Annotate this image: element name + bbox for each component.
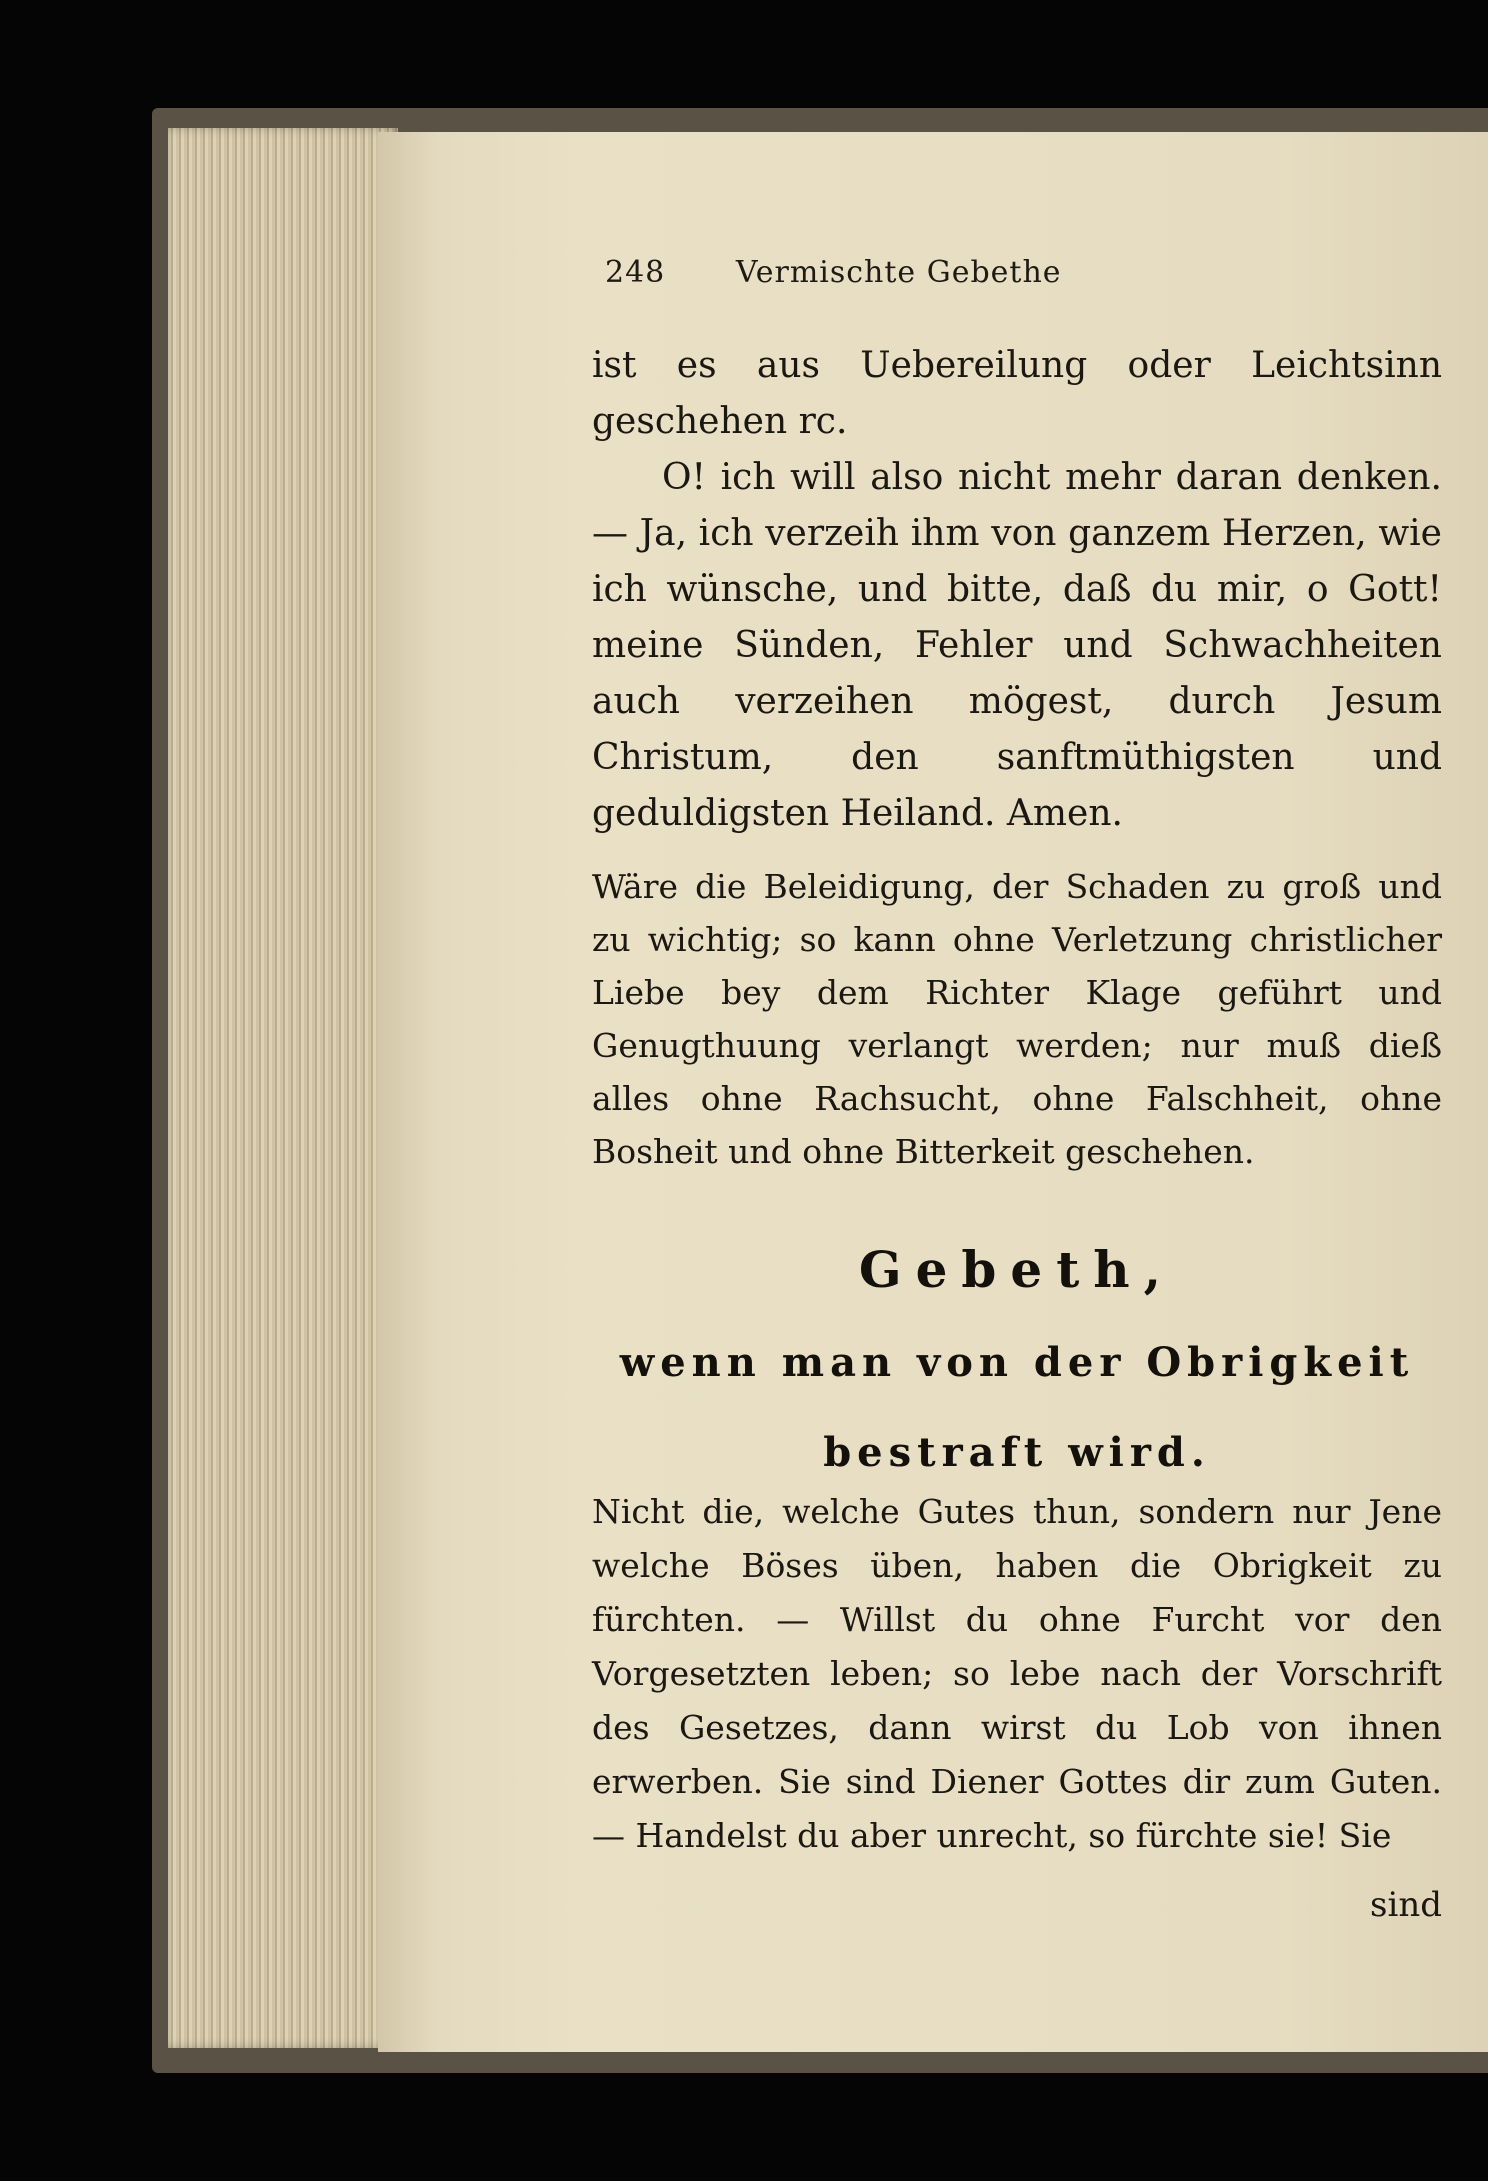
- paragraph-4: Nicht die, welche Gutes thun, sondern nur Jene welche Böses üben, haben die Obrigkeit zu fürchten. — Willst du ohne Furcht vor den Vorgesetzten leben; so lebe nach der Vorschrift des Gesetzes, dann wirst du Lob von ihnen erwerben. Sie sind Diener Gottes dir zum Guten. — Handelst du aber unrecht, so fürchte sie! Sie: [592, 1492, 1442, 1855]
- text-block-2: [592, 860, 1442, 1178]
- paragraph-1: ist es aus Uebereilung oder Leichtsinn geschehen rc.: [592, 345, 1442, 442]
- paragraph-2: O! ich will also nicht mehr daran denken. — Ja, ich verzeih ihm von ganzem Herzen, wie ich wünsche, und bitte, daß du mir, o Gott! meine Sünden, Fehler und Schwachheiten auch verzeihen mögest, durch Jesum Christum, den sanftmüthigsten und geduldigsten Heiland. Amen.: [592, 457, 1442, 834]
- text-block-3: [592, 1485, 1442, 1863]
- running-header: [605, 255, 1062, 290]
- catchword: sind: [1370, 1885, 1442, 1925]
- running-title: Vermischte Gebethe: [735, 255, 1062, 290]
- text-block-1: [592, 338, 1442, 842]
- prayer-title: Gebeth,: [858, 1240, 1176, 1299]
- prayer-subtitle: wenn man von der Obrigkeit bestraft wird.: [619, 1339, 1415, 1476]
- page-number: 248: [605, 255, 666, 290]
- page-edges: [168, 128, 398, 2048]
- paragraph-3: Wäre die Beleidigung, der Schaden zu groß und zu wichtig; so kann ohne Verletzung christlicher Liebe bey dem Richter Klage geführt und Genugthuung verlangt werden; nur muß dieß alles ohne Rachsucht, ohne Falschheit, ohne Bosheit und ohne Bitterkeit geschehen.: [592, 867, 1442, 1171]
